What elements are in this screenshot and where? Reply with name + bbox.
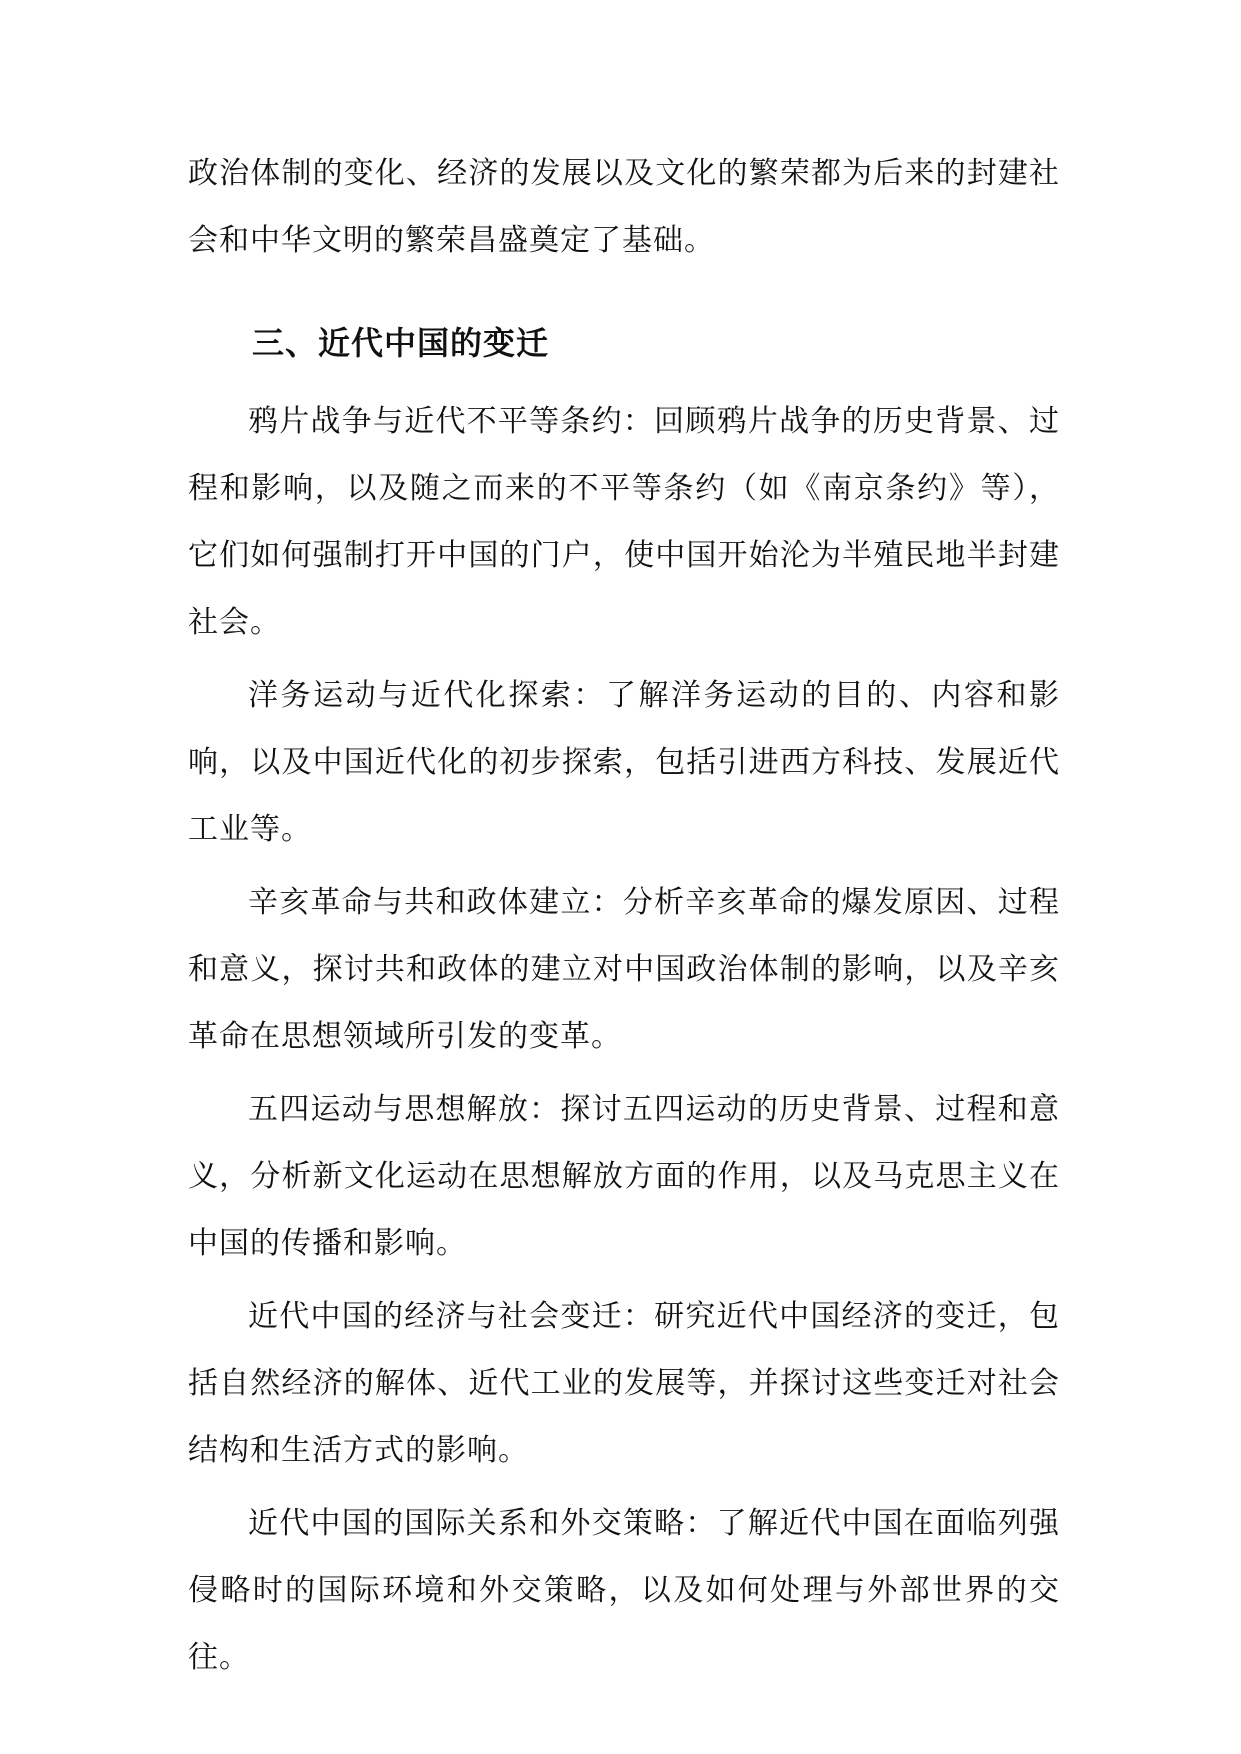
paragraph-may-fourth-movement: 五四运动与思想解放：探讨五四运动的历史背景、过程和意义，分析新文化运动在思想解放方面的作用，以及马克思主义在中国的传播和影响。 xyxy=(188,1092,1060,1261)
document-body xyxy=(188,140,1060,1691)
paragraph-westernization-movement: 洋务运动与近代化探索：了解洋务运动的目的、内容和影响，以及中国近代化的初步探索，包括引进西方科技、发展近代工业等。 xyxy=(188,678,1060,847)
intro-paragraph: 政治体制的变化、经济的发展以及文化的繁荣都为后来的封建社会和中华文明的繁荣昌盛奠定了基础。 xyxy=(188,156,1060,258)
paragraph-economic-social-change: 近代中国的经济与社会变迁：研究近代中国经济的变迁，包括自然经济的解体、近代工业的发展等，并探讨这些变迁对社会结构和生活方式的影响。 xyxy=(188,1299,1060,1468)
section-heading: 三、近代中国的变迁 xyxy=(252,324,550,362)
paragraph-xinhai-revolution: 辛亥革命与共和政体建立：分析辛亥革命的爆发原因、过程和意义，探讨共和政体的建立对中国政治体制的影响，以及辛亥革命在思想领域所引发的变革。 xyxy=(188,885,1060,1054)
paragraph-opium-war: 鸦片战争与近代不平等条约：回顾鸦片战争的历史背景、过程和影响，以及随之而来的不平等条约（如《南京条约》等），它们如何强制打开中国的门户，使中国开始沦为半殖民地半封建社会。 xyxy=(188,404,1060,640)
paragraph-international-relations: 近代中国的国际关系和外交策略：了解近代中国在面临列强侵略时的国际环境和外交策略，以及如何处理与外部世界的交往。 xyxy=(188,1506,1060,1675)
